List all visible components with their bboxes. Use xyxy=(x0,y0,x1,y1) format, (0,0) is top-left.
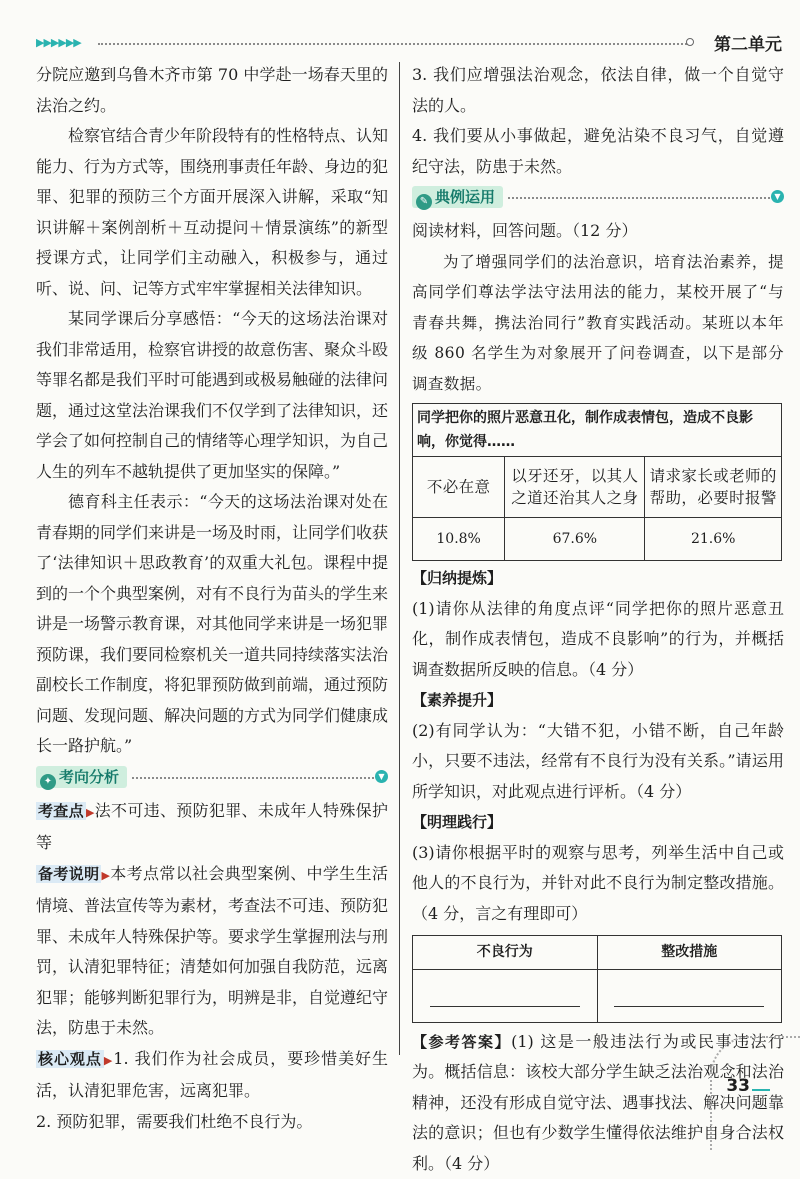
core-view-item: 4. 我们要从小事做起，避免沾染不良习气，自觉遵纪守法，防患于未然。 xyxy=(412,121,784,182)
answer-blank[interactable] xyxy=(597,969,782,1022)
core-view xyxy=(36,1044,388,1107)
subsection-label: 【明理践行】 xyxy=(412,807,784,838)
answer-text: (1) 这是一般违法行为或民事违法行为。概括信息：该校大部分学生缺乏法治观念和法治精神，还没有形成自觉守法、遇事找法、解决问题靠法的意识；但也有少数学生懂得依法维护自身合法权利。（4 分） xyxy=(412,1032,784,1173)
paragraph: 分院应邀到乌鲁木齐市第 70 中学赴一场春天里的法治之约。 xyxy=(36,60,388,121)
prep-note xyxy=(36,859,388,1044)
exam-point xyxy=(36,796,388,859)
section-header-analysis xyxy=(36,764,388,794)
core-view-item: 1. 我们作为社会成员，要珍惜美好生活，认清犯罪危害，远离犯罪。 xyxy=(36,1049,388,1101)
runner-icon xyxy=(752,1077,770,1091)
chevron-down-icon: ▼ xyxy=(771,190,784,203)
chevron-down-icon: ▼ xyxy=(375,770,388,783)
section-title: 考向分析 xyxy=(59,768,119,786)
section-tag xyxy=(36,766,127,788)
subsection-label: 【素养提升】 xyxy=(412,685,784,716)
core-view-item: 2. 预防犯罪，需要我们杜绝不良行为。 xyxy=(36,1107,388,1138)
section-title: 典例运用 xyxy=(435,188,495,206)
survey-option: 不必在意 xyxy=(413,457,505,518)
page-number xyxy=(726,1076,770,1096)
survey-question: 同学把你的照片恶意丑化，制作成表情包，造成不良影响，你觉得…… xyxy=(413,404,782,457)
answer-label: 【参考答案】 xyxy=(412,1033,511,1051)
exam-point-label: 考查点 xyxy=(36,802,86,820)
question-1: (1)请你从法律的角度点评“同学把你的照片恶意丑化，制作成表情包，造成不良影响”的行为，并概括调查数据所反映的信息。（4 分） xyxy=(412,594,784,686)
section-dotted-line xyxy=(132,777,374,779)
survey-percent: 67.6% xyxy=(505,518,645,561)
core-view-item: 3. 我们应增强法治观念，依法自律，做一个自觉守法的人。 xyxy=(412,60,784,121)
table-header: 不良行为 xyxy=(413,936,598,970)
header-dotted-line xyxy=(98,43,690,45)
survey-percent: 21.6% xyxy=(645,518,782,561)
compass-icon: ✦ xyxy=(40,774,56,790)
material-text: 为了增强同学们的法治意识，培育法治素养，提高同学们尊法学法守法用法的能力，某校开展了“与青春共舞，携法治同行”教育实践活动。某班以本年级 860 名学生为对象展开了问卷调查，以下是部分调查数据。 xyxy=(412,247,784,400)
question-2: (2)有同学认为：“大错不犯，小错不断，自己年龄小，只要不违法，经常有不良行为没有关系。”请运用所学知识，对此观点进行评析。（4 分） xyxy=(412,716,784,808)
column-divider xyxy=(399,62,400,1055)
blank-underline xyxy=(430,1006,580,1007)
prep-note-label: 备考说明 xyxy=(36,865,101,883)
book-icon: ✎ xyxy=(416,194,432,210)
arrow-decoration-icon: ▶▶▶▶▶▶ xyxy=(36,36,81,49)
blank-underline xyxy=(614,1006,764,1007)
paragraph: 检察官结合青少年阶段特有的性格特点、认知能力、行为方式等，围绕刑事责任年龄、身边的犯罪、犯罪的预防三个方面开展深入讲解，采取“知识讲解＋案例剖析＋互动提问＋情景演练”的新型授课方式，让同学们主动融入，积极参与，通过听、说、问、记等方式牢牢掌握相关法律知识。 xyxy=(36,121,388,304)
paragraph: 某同学课后分享感悟：“今天的这场法治课对我们非常适用，检察官讲授的故意伤害、聚众斗殴等罪名都是我们平时可能遇到或极易触碰的法律问题，通过这堂法治课我们不仅学到了法律知识，还学会了如何控制自己的情绪等心理学知识，为自己人生的列车不越轨提供了更加坚实的保障。” xyxy=(36,304,388,487)
section-dotted-line xyxy=(508,197,770,199)
table-header: 整改措施 xyxy=(597,936,782,970)
page-number-text: 33 xyxy=(726,1076,750,1096)
section-tag xyxy=(412,186,503,208)
survey-option: 以牙还牙，以其人之道还治其人之身 xyxy=(505,457,645,518)
question-3: (3)请你根据平时的观察与思考，列举生活中自己或他人的不良行为，并针对此不良行为制定整改措施。（4 分，言之有理即可） xyxy=(412,838,784,930)
subsection-label: 【归纳提炼】 xyxy=(412,563,784,594)
exam-point-text: 法不可违、预防犯罪、未成年人特殊保护等 xyxy=(36,801,388,853)
header-bar xyxy=(36,34,782,54)
paragraph: 德育科主任表示：“今天的这场法治课对处在青春期的同学们来讲是一场及时雨，让同学们收获了‘法律知识＋思政教育’的双重大礼包。课程中提到的一个个典型案例，对有不良行为苗头的学生来讲是一场警示教育课，对其他同学来讲是一场犯罪预防课，我们要同检察机关一道共同持续落实法治副校长工作制度，将犯罪预防做到前端，通过预防问题、发现问题、解决问题的方式为同学们健康成长一路护航。” xyxy=(36,487,388,762)
unit-title: 第二单元 xyxy=(714,30,782,55)
left-column xyxy=(36,60,388,1137)
triangle-right-icon: ▶ xyxy=(104,1054,113,1067)
survey-percent: 10.8% xyxy=(413,518,505,561)
right-column xyxy=(412,60,784,1179)
prep-note-text: 本考点常以社会典型案例、中学生生活情境、普法宣传等为素材，考查法不可违、预防犯罪、未成年人特殊保护等。要求学生掌握刑法与刑罚，认清犯罪特征；清楚如何加强自我防范，远离犯罪；能够判断犯罪行为，明辨是非，自觉遵纪守法，防患于未然。 xyxy=(36,864,388,1038)
rectification-table xyxy=(412,935,782,1023)
answer-blank[interactable] xyxy=(413,969,598,1022)
section-header-example xyxy=(412,184,784,214)
triangle-right-icon: ▶ xyxy=(86,806,95,819)
question-intro: 阅读材料，回答问题。（12 分） xyxy=(412,216,784,247)
survey-option: 请求家长或老师的帮助，必要时报警 xyxy=(645,457,782,518)
header-line-end-icon xyxy=(686,38,694,46)
survey-table xyxy=(412,403,782,561)
core-view-label: 核心观点 xyxy=(36,1050,104,1068)
triangle-right-icon: ▶ xyxy=(101,869,110,882)
